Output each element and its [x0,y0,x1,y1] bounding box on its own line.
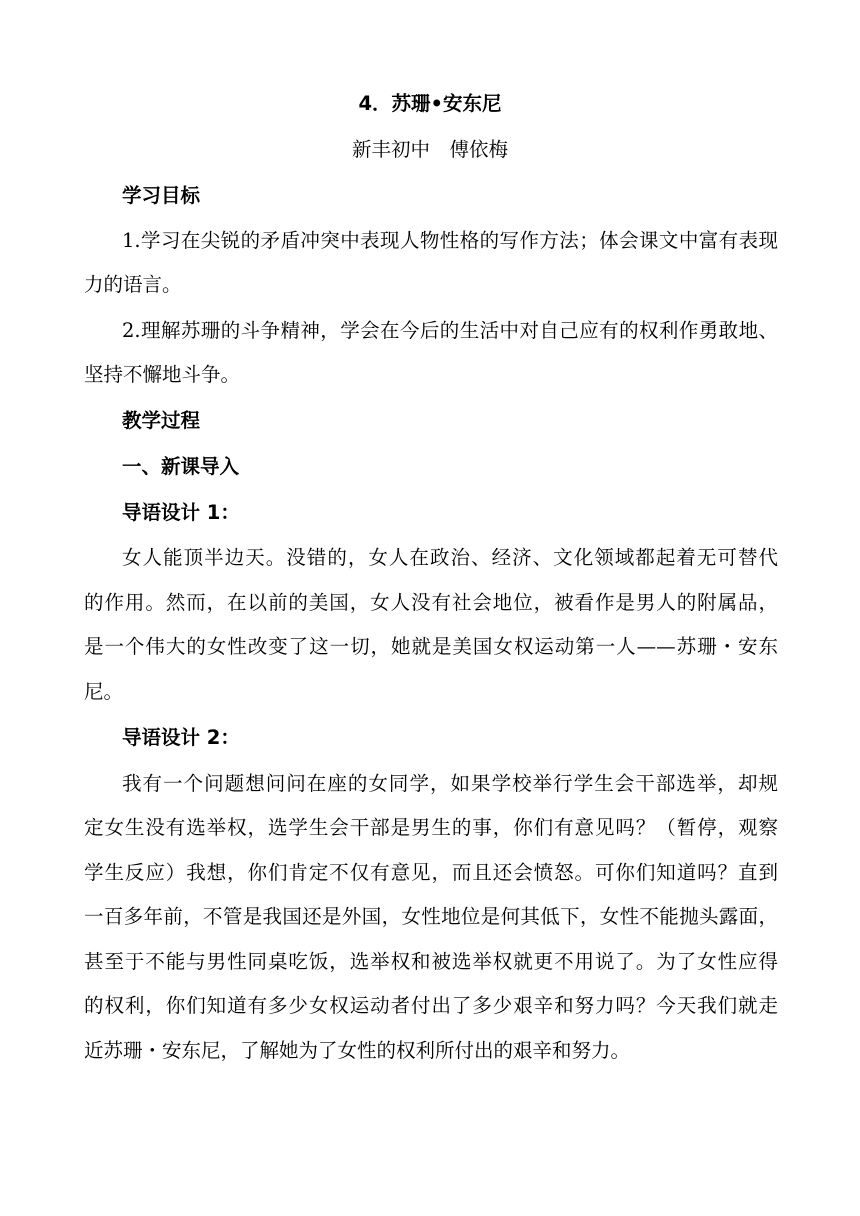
intro-1-line-2: 的作用。然而，在以前的美国，女人没有社会地位，被看作是男人的附属品， [84,591,778,614]
intro-2-heading: 导语设计 2： [122,726,240,749]
goals-heading: 学习目标 [122,184,201,207]
part-1-heading: 一、新课导入 [122,455,240,478]
intro-1-line-1: 女人能顶半边天。没错的，女人在政治、经济、文化领域都起着无可替代 [122,546,778,569]
intro-2-line-7: 近苏珊・安东尼，了解她为了女性的权利所付出的艰辛和努力。 [84,1039,631,1062]
document-title: 4．苏珊•安东尼 [358,92,502,115]
process-heading: 教学过程 [122,409,201,432]
intro-2-line-4: 一百多年前，不管是我国还是外国，女性地位是何其低下，女性不能抛头露面， [84,905,778,928]
goal-1-line-1: 1.学习在尖锐的矛盾冲突中表现人物性格的写作方法；体会课文中富有表现 [122,229,778,252]
intro-2-line-6: 的权利，你们知道有多少女权运动者付出了多少艰辛和努力吗？今天我们就走 [84,994,778,1017]
author-line: 新丰初中 傅依梅 [351,138,508,161]
intro-2-line-2: 定女生没有选举权，选学生会干部是男生的事，你们有意见吗？（暂停，观察 [84,816,778,839]
intro-1-line-3: 是一个伟大的女性改变了这一切，她就是美国女权运动第一人——苏珊・安东 [84,635,778,658]
intro-2-line-1: 我有一个问题想问问在座的女同学，如果学校举行学生会干部选举，却规 [122,772,778,795]
goal-1-line-2: 力的语言。 [84,273,182,296]
intro-2-line-3: 学生反应）我想，你们肯定不仅有意见，而且还会愤怒。可你们知道吗？直到 [84,861,778,884]
intro-1-heading: 导语设计 1： [122,501,240,524]
goal-2-line-1: 2.理解苏珊的斗争精神，学会在今后的生活中对自己应有的权利作勇敢地、 [122,319,778,342]
goal-2-line-2: 坚持不懈地斗争。 [84,363,241,386]
intro-2-line-5: 甚至于不能与男性同桌吃饭，选举权和被选举权就更不用说了。为了女性应得 [84,950,778,973]
intro-1-line-4: 尼。 [84,680,124,703]
